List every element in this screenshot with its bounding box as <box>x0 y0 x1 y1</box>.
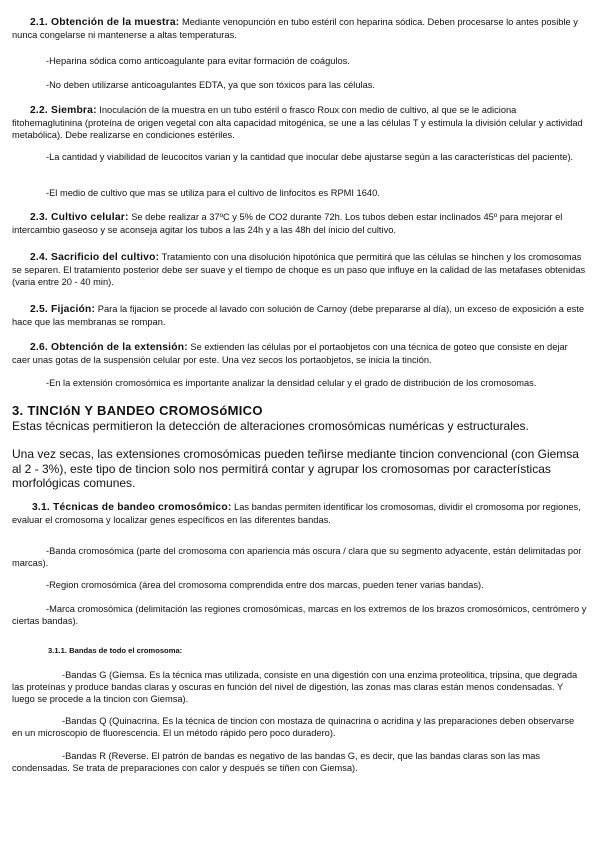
bullet-bandas-r <box>12 750 587 774</box>
text-2-2: Inoculación de la muestra en un tubo estéril o frasco Roux con medio de cultivo, al que se le adiciona fitohemaglutinina (proteína de origen vegetal con alta capacidad mitogénica, se une a las células T y estimula la división celular y actividad metabólica). Debe realizarse en condiciones estériles. <box>12 105 583 141</box>
section-3-paragraph: Una vez secas, las extensiones cromosómicas pueden teñirse mediante tincion convencional (con Giemsa al 2 - 3%), este tipo de tincion solo nos permitirá contar y agrupar los cromosomas por características morfológicas comunes. <box>12 447 579 491</box>
bandas-r-text: -Bandas R (Reverse. El patrón de bandas es negativo de las bandas G, es decir, que las bandas claras son las mas condensadas. Se trata de preparaciones con calor y después se tiñen con Giemsa). <box>12 751 541 774</box>
text-2-4: Tratamiento con una disolución hipotónica que permitirá que las células se hinchen y los cromosomas se separen. El tratamiento posterior debe ser suave y el tiempo de choque es un paso que influye en la calidad de las metafases obtenidas (varia entre 20 - 40 min). <box>12 252 586 288</box>
heading-3-1-1: 3.1.1. Bandas de todo el cromosoma: <box>48 646 183 655</box>
paragraph-2-1 <box>12 16 587 41</box>
bullet-bandas-q <box>12 715 587 739</box>
bandas-q-text: -Bandas Q (Quinacrina. Es la técnica de tincion con mostaza de quinacrina o acridina y las preparaciones deben observarse en un microscopio de fluorescencia. El un método rápido pero poco duradero). <box>12 716 575 739</box>
bullet-bandas-g <box>12 669 587 706</box>
bullet-3-1-a <box>12 545 587 569</box>
bullet-3-1-b: -Region cromosómica (área del cromosoma comprendida entre dos marcas, pueden tener varias bandas). <box>46 580 484 590</box>
bullet-3-1-c-text: -Marca cromosómica (delimitación las regiones cromosómicas, marcas en los extremos de los brazos cromosómicos, centrómero y ciertas bandas). <box>12 604 587 627</box>
paragraph-3-1 <box>12 501 587 526</box>
bullet-2-1-b: -No deben utilizarse anticoagulantes EDTA, ya que son tóxicos para las células. <box>46 80 376 90</box>
heading-2-1: 2.1. Obtención de la muestra: <box>30 17 180 28</box>
text-2-1: Mediante venopunción en tubo estéril con heparina sódica. Deben procesarse lo antes posible y nunca congelarse ni mantenerse a altas temperaturas. <box>12 17 578 41</box>
text-2-6: Se extienden las células por el portaobjetos con una técnica de goteo que consiste en dejar caer unas gotas de la suspensión celular por este. Una vez secos los portaobjetos, se inicia la tinción. <box>12 342 568 366</box>
paragraph-2-5 <box>12 303 587 328</box>
bullet-2-2-a-text: -La cantidad y viabilidad de leucocitos varian y la cantidad que inocular debe ajustarse según a las características del paciente). <box>46 152 574 162</box>
heading-2-6: 2.6. Obtención de la extensión: <box>30 342 188 353</box>
paragraph-2-6 <box>12 341 587 366</box>
bandas-g-text: -Bandas G (Giemsa. Es la técnica mas utilizada, consiste en una digestión con una enzima proteolitica, tripsina, que degrada las proteínas y produce bandas claras y oscuras en función del nivel de digestión, las zonas mas claras están menos condensadas. Y luego se procede a la tincion con Giemsa). <box>12 670 578 705</box>
section-3-intro: Estas técnicas permitieron la detección de alteraciones cromosómicas numéricas y estructurales. <box>12 419 529 433</box>
heading-3-1: 3.1. Técnicas de bandeo cromosómico: <box>32 502 232 513</box>
bullet-2-6-a: -En la extensión cromosómica es importante analizar la densidad celular y el grado de distribución de los cromosomas. <box>46 378 537 388</box>
bullet-3-1-c <box>12 603 587 627</box>
heading-2-4: 2.4. Sacrificio del cultivo: <box>30 252 160 263</box>
paragraph-2-4 <box>12 251 587 289</box>
bullet-2-2-a <box>12 151 587 163</box>
paragraph-2-3 <box>12 211 587 236</box>
heading-2-5: 2.5. Fijación: <box>30 304 96 315</box>
heading-2-3: 2.3. Cultivo celular: <box>30 212 129 223</box>
paragraph-2-2 <box>12 104 587 142</box>
text-2-3: Se debe realizar a 37ºC y 5% de CO2 durante 72h. Los tubos deben estar inclinados 45º para mejorar el intercambio gaseoso y se aconseja agitar los tubos a las 24h y a las 48h del inicio del cultivo. <box>12 212 563 236</box>
text-3-1: Las bandas permiten identificar los cromosomas, dividir el cromosoma por regiones, evaluar el cromosoma y localizar genes específicos en las diferentes bandas. <box>12 502 581 526</box>
bullet-2-2-b: -El medio de cultivo que mas se utiliza para el cultivo de linfocitos es RPMI 1640. <box>46 188 380 198</box>
heading-2-2: 2.2. Siembra: <box>30 105 97 116</box>
section-3-title: 3. TINCIóN Y BANDEO CROMOSóMICO <box>12 403 263 418</box>
bullet-3-1-a-text: -Banda cromosómica (parte del cromosoma con apariencia más oscura / clara que su segmento adyacente, están delimitadas por marcas). <box>12 546 582 569</box>
bullet-2-1-a: -Heparina sódica como anticoagulante para evitar formación de coágulos. <box>46 56 350 66</box>
text-2-5: Para la fijacion se procede al lavado con solución de Carnoy (debe prepararse al día), un exceso de exposición a este hace que las membranas se rompan. <box>12 304 585 328</box>
